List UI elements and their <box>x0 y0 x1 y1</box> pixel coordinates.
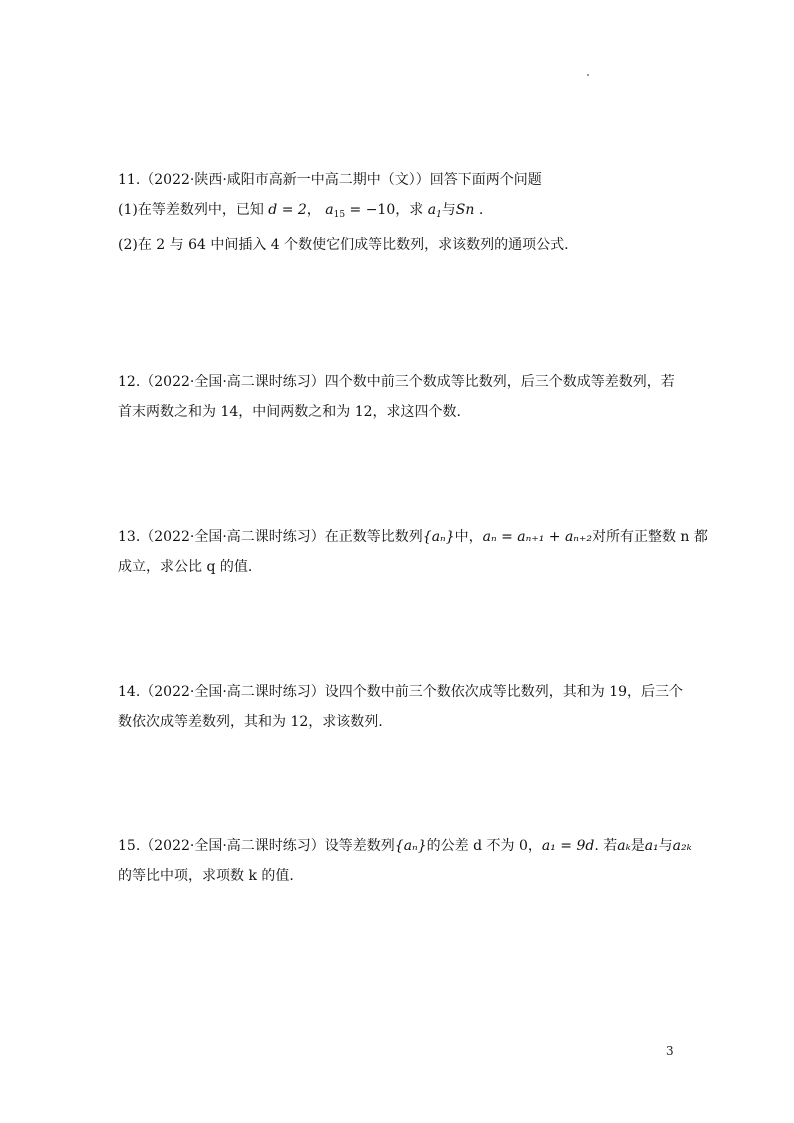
formula-sequence: {aₙ} <box>394 838 427 854</box>
text: 四个数中前三个数成等比数列，后三个数成等差数列，若 <box>324 374 675 390</box>
text: . <box>474 202 484 218</box>
question-number: 13. <box>118 529 141 545</box>
question-12-line-2: 首末两数之和为 14，中间两数之和为 12，求这四个数. <box>118 404 461 420</box>
question-11-part-2: (2)在 2 与 64 中间插入 4 个数使它们成等比数列，求该数列的通项公式. <box>118 237 569 253</box>
question-14-line-2: 数依次成等差数列，其和为 12，求该数列. <box>118 714 383 730</box>
question-14-line-1 <box>118 677 688 707</box>
text: . 若 <box>594 838 618 854</box>
subscript: 15 <box>333 210 346 220</box>
formula-ak: aₖ <box>617 838 631 854</box>
question-11-header <box>118 165 688 195</box>
text: 在正数等比数列 <box>324 529 423 545</box>
text: 中， <box>454 529 483 545</box>
text: 设等差数列 <box>324 838 395 854</box>
question-15 <box>118 831 692 891</box>
question-14 <box>118 677 688 737</box>
text: ，求 <box>395 202 428 218</box>
question-number: 15. <box>118 838 141 854</box>
question-15-line-1 <box>118 831 692 861</box>
question-13-line-2: 成立，求公比 q 的值. <box>118 559 253 575</box>
question-source: （2022·陕西·咸阳市高新一中高二期中（文）） <box>140 172 430 188</box>
text: 与 <box>441 202 456 218</box>
text: 的公差 d 不为 0， <box>426 838 542 854</box>
text: 设四个数中前三个数依次成等比数列，其和为 19，后三个 <box>324 684 684 700</box>
question-source: （2022·全国·高二课时练习） <box>140 529 325 545</box>
text: 对所有正整数 n 都 <box>591 529 708 545</box>
question-11-part-1 <box>118 195 688 230</box>
formula-sequence: {aₙ} <box>422 529 455 545</box>
question-source: （2022·全国·高二课时练习） <box>140 684 325 700</box>
question-number: 14. <box>118 684 141 700</box>
subscript: 1 <box>436 210 442 220</box>
symbol: a <box>325 202 334 218</box>
question-number: 11. <box>118 172 141 188</box>
question-12 <box>118 367 688 427</box>
question-12-line-1 <box>118 367 688 397</box>
text: 与 <box>658 838 673 854</box>
scan-speck <box>587 74 589 76</box>
question-13-line-1 <box>118 522 708 552</box>
value: = −10 <box>345 202 396 218</box>
question-13 <box>118 522 708 582</box>
formula-sn: Sn <box>455 202 475 218</box>
text: 是 <box>630 838 645 854</box>
question-15-line-2: 的等比中项，求项数 k 的值. <box>118 868 294 884</box>
formula-d: d = 2 <box>268 202 307 218</box>
question-source: （2022·全国·高二课时练习） <box>140 374 325 390</box>
symbol: a <box>427 202 437 218</box>
question-11 <box>118 165 688 260</box>
page-number: 3 <box>666 1044 674 1058</box>
formula-recurrence: aₙ = aₙ₊₁ + aₙ₊₂ <box>482 529 592 545</box>
formula-a2k: a₂ₖ <box>672 838 692 854</box>
formula-condition: a₁ = 9d <box>541 838 595 854</box>
question-lead: 回答下面两个问题 <box>429 172 542 188</box>
formula-a1: a₁ <box>644 838 659 854</box>
formula-a1 <box>428 202 442 218</box>
question-number: 12. <box>118 374 141 390</box>
text: (1)在等差数列中，已知 <box>118 202 264 218</box>
text: ， <box>306 202 321 218</box>
formula-a15 <box>325 202 395 218</box>
question-source: （2022·全国·高二课时练习） <box>140 838 325 854</box>
